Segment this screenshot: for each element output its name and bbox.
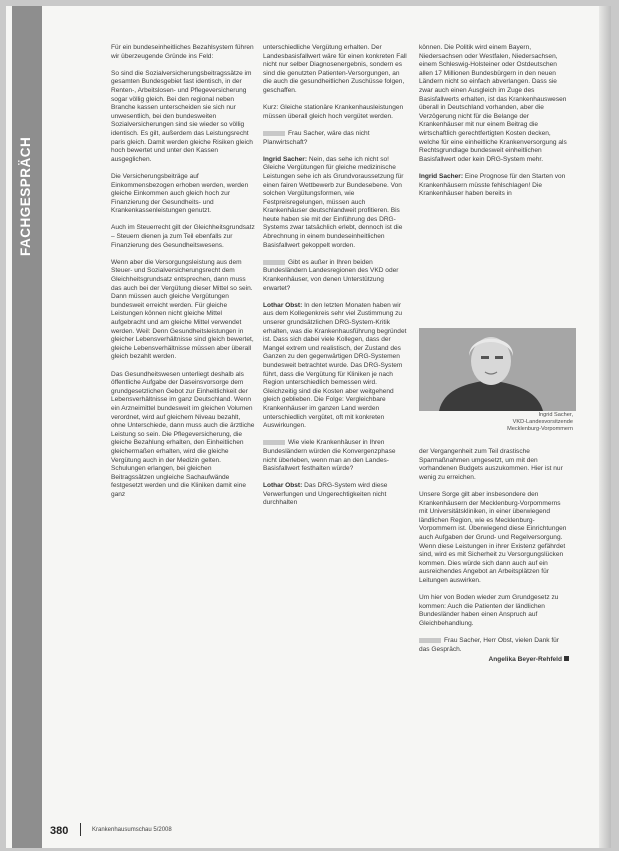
caption-line: VKD-Landesvorsitzende — [512, 419, 573, 425]
magazine-page — [6, 6, 611, 848]
interview-answer: Lothar Obst: In den letzten Monaten haben wir aus dem Kollegenkreis sehr viel Zustimmung zu unserer grundsätzlichen DRG-System-Kritik erhalten, was die Krankenhausführung begründet ist. Dass sich dabei viele Kollegen, dass der Mangel extrem und realistisch, der Zustand des Ganzen zu den gegenwärtigen DRG-Systemen bundesweit betrachtet wurde. Das DRG-System führt, dass die Vergütung für Kliniken je nach Region unterschiedlich bemessen wird. Gleichzeitig sind die Kosten aber weitgehend gleich geblieben. Die Folge: Vergleichbare Krankenhäuser im ganzen Land werden unterschiedlich vergütet, oft mit konkreten Auswirkungen. — [263, 301, 407, 430]
paragraph: können. Die Politik wird einem Bayern, Niedersachsen oder Westfalen, Niedersachsen, einem Schleswig-Holsteiner oder Ostdeutschen allen 17 Millionen Bundesbürgern in den neuen Ländern nicht so einfach abverlangen. Dass sie zwar auch einen Ausgleich im Zuge des Basisfallwerts erhalten, ist das Krankenhauswesen überall in Deutschland vorhanden, aber die Verzögerung nicht für die Belange der Krankenhäuser mit nur einem Beitrag die wirtschaftlich gerechtfertigten Kosten decken, welche für eine einheitliche Krankenversorgung als Rechtsgrundlage bundesweit einheitlichen Basisfallwert oder kein DRG-System mehr. — [419, 44, 567, 163]
interview-answer: Lothar Obst: Das DRG-System wird diese Verwerfungen und Ungerechtigkeiten nicht durchhalten — [263, 482, 388, 507]
portrait-photo — [419, 328, 576, 411]
end-mark-icon — [564, 656, 569, 661]
paragraph: der Vergangenheit zum Teil drastische Sparmaßnahmen umgesetzt, um mit den vorhandenen Budgets auszukommen. Hier ist nur wenig zu erreichen. — [419, 448, 563, 481]
speaker-name: Ingrid Sacher: — [419, 172, 464, 180]
text-column-3 — [419, 44, 569, 199]
question-marker — [263, 440, 285, 445]
page-footer — [12, 819, 602, 843]
paragraph: Für ein bundeseinheitliches Bezahlsystem führen wir überzeugende Gründe ins Feld: — [111, 44, 254, 60]
interview-question: Frau Sacher, wäre das nicht Planwirtschaft? — [263, 129, 370, 146]
page-number: 380 — [50, 825, 69, 837]
interview-answer: Ingrid Sacher: Eine Prognose für den Starten von Krankenhäusern müsste fehlschlagen! Die Krankenhäuser haben bereits in — [419, 172, 566, 198]
interview-question: Gibt es außer in Ihren beiden Bundesländern Landesregionen des VKD oder Krankenhäuser, von denen Unterstützung erwartet? — [263, 258, 399, 292]
speaker-name: Lothar Obst: — [263, 301, 303, 309]
interview-closing: Frau Sacher, Herr Obst, vielen Dank für das Gespräch. — [419, 637, 559, 653]
paragraph: Das Gesundheitswesen unterliegt deshalb als öffentliche Aufgabe der Daseinsvorsorge dem grundgesetzlichen Gebot zur Einheitlichkeit der Lebensverhältnisse im ganz Deutschland. Wenn ein Arzneimittel bundesweit im gleichen Volumen verordnet, wird auf gleichem Niveau bezahlt, ohne Unterschiede, dann muss auch die ärztliche Leistung so sein. Die Pflegeversicherung, die gleiche Bezahlung erhalten, den Einheitlichen gleichermaßen erhalten, wird die gleiche Vergütung auch in der Medizin gelten. Schulungen erlangen, bei gleichen Beitragssätzen ungleiche Sachaufwände festgesetzt werden und die Kliniken damit eine ganz — [111, 370, 255, 498]
paragraph: So sind die Sozialversicherungsbeitragssätze im gesamten Bundesgebiet fast identisch, in der Renten-, Arbeitslosen- und Pflegeversicherung sogar völlig gleich. Bei den regional neben Branche kassen unterscheiden sie sich nur unwesentlich, bei den bundesweiten Sozialversicherungen sind sie wieder so völlig identisch. Es gilt, außerdem das Leistungsrecht paris gleich. Damit werden gleiche Risiken gleich hoch bewertet und unter den Kassen ausgeglichen. — [111, 69, 253, 163]
caption-line: Ingrid Sacher, — [538, 412, 573, 418]
speaker-name: Ingrid Sacher: — [263, 155, 308, 163]
caption-line: Mecklenburg-Vorpommern — [507, 426, 573, 432]
author-signature: Angelika Beyer-Rehfeld — [419, 656, 569, 665]
portrait-image — [419, 328, 576, 411]
section-label: FACHGESPRÄCH — [18, 136, 33, 256]
paragraph: Kurz: Gleiche stationäre Krankenhausleistungen müssen überall gleich hoch vergütet werden. — [263, 104, 404, 120]
question-marker — [419, 638, 441, 643]
paragraph: Wenn aber die Versorgungsleistung aus dem Steuer- und Sozialversicherungsrecht dem Gleichheitsgrundsatz entsprechen, dann muss das auch bei der Vergütung dieser Mittel so sein. Dann müssen auch gleiche Vergütungen bundesweit erreicht werden. Für gleiche Leistungen können nicht gleiche Mittel aufgebracht und am gleiche Mittel verwendet werden. Weil: Denn Gesundheitsleistungen in gleicher Lebensverhältnisse sind gleich bewertet, gleiche Lebensverhältnisse müssen aber überall gleich bezahlt werden. — [111, 258, 254, 361]
paragraph: unterschiedliche Vergütung erhalten. Der Landesbasisfallwert wäre für einen konkreten Fall nicht nur selber Diagnosenergebnis, sondern es sind die genutzten Patienten-Versorgungen, an die auch die gesundheitlichen Zuschüsse folgen, geschaffen. — [263, 44, 407, 94]
question-marker — [263, 260, 285, 265]
footer-divider — [80, 823, 81, 836]
journal-reference: Krankenhausumschau 5/2008 — [92, 827, 172, 833]
paragraph: Auch im Steuerrecht gilt der Gleichheitsgrundsatz – Steuern dienen ja zum Teil ebenfalls zur Finanzierung des Gesundheitswesens. — [111, 224, 255, 249]
page-edge-shadow — [599, 6, 611, 848]
text-column-1 — [111, 44, 256, 508]
portrait-caption — [419, 412, 573, 433]
paragraph: Unsere Sorge gilt aber insbesondere den Krankenhäusern der Mecklenburg-Vorpommerns mit Universitätskliniken, in einer überwiegend ländlichen Region, wie es Mecklenburg-Vorpommern ist. Überwiegend diese Einrichtungen auch Aufgaben der Grund- und Regelversorgung. Wenn diese Leistungen in ihrer Existenz gefährdet sind, wird es mit Sicherheit zu Versorgungslücken kommen. Dies würde sich dann auch auf ein ausreichendes Angebot an Arbeitsplätzen für Leitungen auswirken. — [419, 490, 567, 584]
text-column-2 — [263, 44, 408, 508]
paragraph: Um hier von Boden wieder zum Grundgesetz zu kommen: Auch die Patienten der ländlichen Bundesländer haben einen Anspruch auf Gleichbehandlung. — [419, 594, 559, 627]
interview-answer: Ingrid Sacher: Nein, das sehe ich nicht so! Gleiche Vergütungen für gleiche medizinische Leistungen sehe ich als Grundvoraussetzung für einen fairen Wettbewerb zur Bundesebene. Von solchen Vergütungsformen, wie Festpreisregelungen, müssen auch Krankenhäuser deutschlandweit profitieren. Bis heute haben sie mit der Einführung des DRG-Systems zwar tatsächlich erlebt, dennoch ist die Abrechnung in einem bundeseinheitlichen Basisfallwert gekoppelt worden. — [263, 155, 404, 249]
interview-question: Wie viele Krankenhäuser in Ihren Bundesländern würden die Konvergenzphase nicht überleben, wenn man an den Landes-Basisfallwert festhalten würde? — [263, 439, 396, 473]
paragraph: Die Versicherungsbeiträge auf Einkommensbezogen erhoben werden, werden gleiche Einkommen auch gleich hoch zur Finanzierung der Gesundheits- und Krankenkassenleistungen genutzt. — [111, 172, 249, 215]
text-column-3-lower — [419, 448, 569, 665]
question-marker — [263, 131, 285, 136]
speaker-name: Lothar Obst: — [263, 482, 303, 490]
